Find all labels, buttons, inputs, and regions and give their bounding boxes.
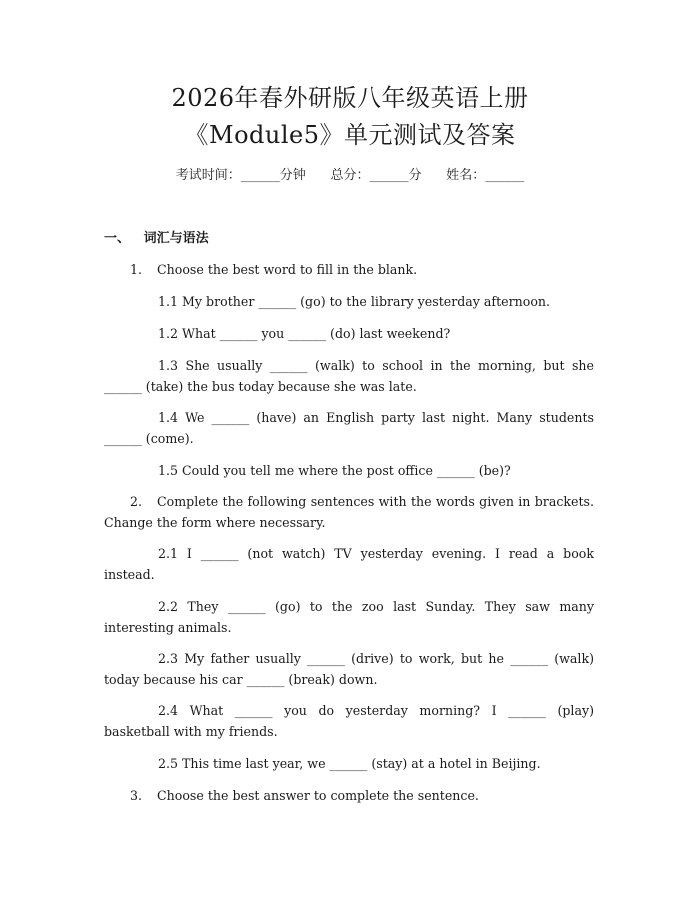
sub-question-2-4: 2.4 What ______ you do yesterday morning? I ______ (play) basketball with my friends.	[104, 703, 594, 739]
section-heading: 一、 词汇与语法	[104, 231, 209, 246]
question-text: Complete the following sentences with the words given in brackets. Change the form where necessary.	[104, 494, 594, 530]
sub-question-1-5: 1.5 Could you tell me where the post office ______ (be)?	[158, 463, 511, 478]
question-number: 1.	[130, 262, 143, 277]
question-text: Choose the best word to fill in the blank.	[157, 262, 418, 277]
question-3	[104, 785, 594, 806]
question-1	[104, 259, 594, 280]
question-2-stem	[104, 491, 594, 533]
question-2	[104, 491, 594, 533]
document-title-line-2: 《Module5》单元测试及答案	[184, 121, 516, 149]
sub-question-2-1: 2.1 I ______ (not watch) TV yesterday evening. I read a book instead.	[104, 546, 594, 582]
sub-question-1-4: 1.4 We ______ (have) an English party last night. Many students ______ (come).	[104, 410, 594, 446]
document-title-line-1: 2026年春外研版八年级英语上册	[171, 84, 529, 112]
question-number: 2.	[130, 494, 143, 509]
question-1-stem	[104, 259, 594, 280]
exam-meta-line: 考试时间：______分钟 总分：______分 姓名：______	[175, 168, 525, 183]
sub-question-1-1: 1.1 My brother ______ (go) to the library yesterday afternoon.	[158, 294, 551, 309]
question-number: 3.	[130, 788, 143, 803]
sub-question-1-2: 1.2 What ______ you ______ (do) last weekend?	[158, 326, 451, 341]
question-3-stem	[104, 785, 594, 806]
sub-question-1-3: 1.3 She usually ______ (walk) to school in the morning, but she ______ (take) the bus today because she was late.	[104, 358, 594, 394]
sub-question-2-3: 2.3 My father usually ______ (drive) to work, but he ______ (walk) today because his car ______ (break) down.	[104, 651, 594, 687]
sub-question-2-2: 2.2 They ______ (go) to the zoo last Sunday. They saw many interesting animals.	[104, 599, 594, 635]
sub-question-2-5: 2.5 This time last year, we ______ (stay) at a hotel in Beijing.	[158, 756, 541, 771]
question-text: Choose the best answer to complete the sentence.	[157, 788, 479, 803]
